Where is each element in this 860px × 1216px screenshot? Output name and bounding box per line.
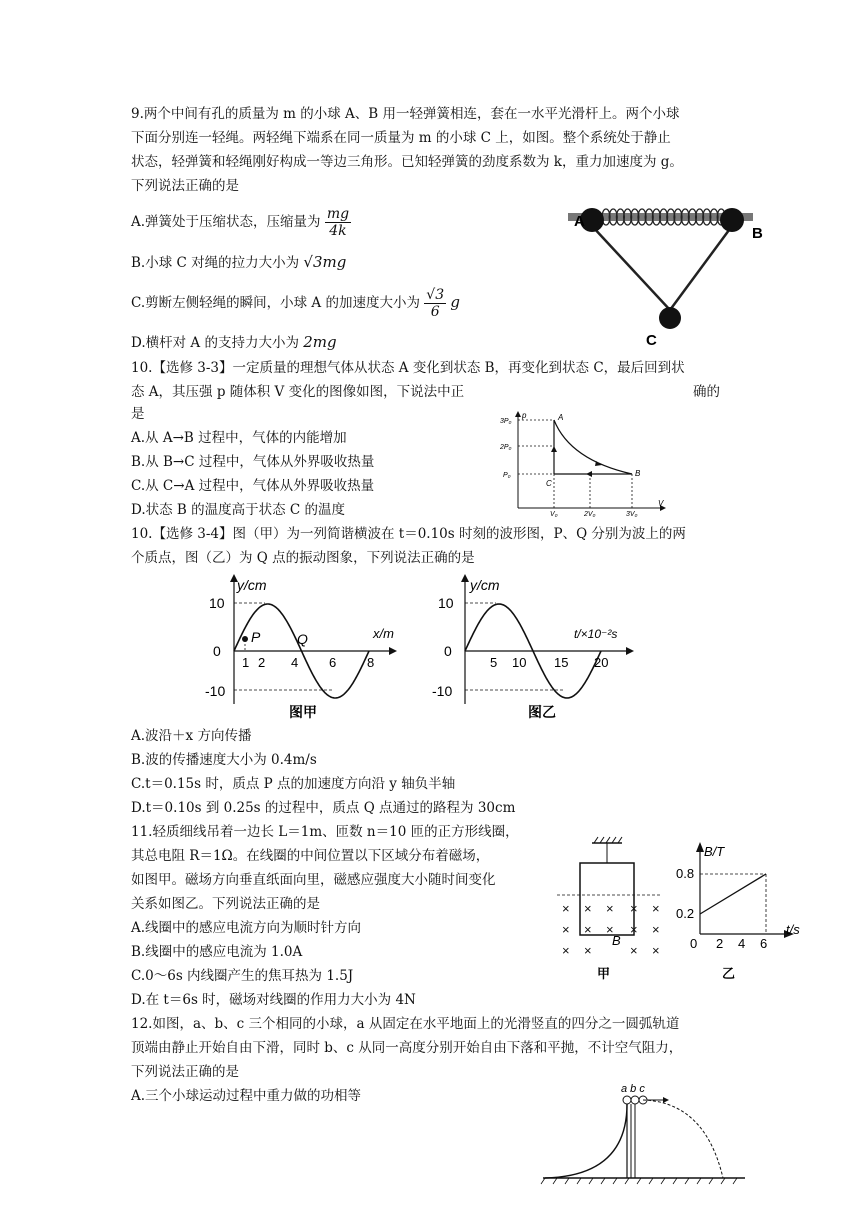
- tick-v0: V₀: [550, 511, 558, 518]
- bt-line: [700, 874, 766, 914]
- q11-option-c: C.0～6s 内线圈产生的焦耳热为 1.5J: [131, 968, 354, 984]
- projectile-path: [643, 1100, 723, 1178]
- q9-stem-line-1: 9.两个中间有孔的质量为 m 的小球 A、B 用一轻弹簧相连，套在一水平光滑杆上。两个小球: [131, 106, 680, 122]
- field-cross: ×: [652, 901, 660, 916]
- tick-2p0: 2P₀: [500, 444, 512, 451]
- q9-option-d-math: 2mg: [303, 333, 337, 351]
- field-cross: ×: [652, 922, 660, 937]
- field-cross: ×: [562, 922, 570, 937]
- field-cross: ×: [562, 901, 570, 916]
- vib-tick-10: 10: [512, 655, 527, 670]
- label-a: A: [574, 213, 585, 230]
- q10b-option-d: D.t＝0.10s 到 0.25s 的过程中，质点 Q 点通过的路程为 30cm: [131, 800, 516, 816]
- balls-label: a b c: [621, 1083, 645, 1095]
- q9-option-c-denominator: 6: [430, 304, 440, 320]
- q10a-stem-line-2: 态 A，其压强 p 随体积 V 变化的图像如图，下说法中正: [131, 384, 465, 400]
- point-p-label: P: [251, 629, 261, 645]
- q9-option-d: [131, 332, 337, 353]
- q9-option-a-denominator: 4k: [329, 223, 347, 239]
- field-cross: ×: [630, 901, 638, 916]
- caption-fig-a: 图甲: [289, 704, 317, 720]
- wave-tick-1: 1: [242, 655, 250, 670]
- field-cross: ×: [562, 943, 570, 958]
- q10a-pv-graph: [500, 408, 670, 518]
- ball-c: [659, 307, 681, 329]
- vib-origin: 0: [444, 643, 452, 659]
- q11-stem-line-1: 11.轻质细线吊着一边长 L＝1m、匝数 n＝10 匝的正方形线圈，: [131, 824, 519, 840]
- bt-tick-4: 4: [738, 936, 746, 951]
- caption-fig-b: 图乙: [528, 704, 556, 720]
- q9-stem-line-3: 状态，轻弹簧和轻绳刚好构成一等边三角形。已知轻弹簧的劲度系数为 k，重力加速度为 g。: [131, 154, 683, 170]
- q9-option-c-numerator: √3: [426, 287, 445, 303]
- q12-stem-line-3: 下列说法正确的是: [131, 1064, 239, 1080]
- wave-tick-8: 8: [367, 655, 375, 670]
- field-cross: ×: [606, 901, 614, 916]
- q10b-option-b: B.波的传播速度大小为 0.4m/s: [131, 752, 317, 768]
- point-a-label: A: [558, 413, 564, 422]
- wave-xlabel: x/m: [373, 626, 394, 641]
- q10a-option-b: B.从 B→C 过程中，气体从外界吸收热量: [131, 454, 375, 470]
- ball-b: [720, 208, 744, 232]
- q12-stem-line-1: 12.如图，a、b、c 三个相同的小球，a 从固定在水平地面上的光滑竖直的四分之一圆弧轨道: [131, 1016, 680, 1032]
- tick-3v0: 3V₀: [626, 511, 638, 518]
- bt-ylabel: B/T: [704, 844, 725, 859]
- q12-option-a: A.三个小球运动过程中重力做的功相等: [131, 1088, 362, 1104]
- quarter-circle-track: [545, 1104, 627, 1178]
- vib-xlabel: t/×10⁻²s: [574, 627, 618, 641]
- q10a-stem-tail: 确的: [693, 384, 720, 400]
- q9-option-a: [131, 204, 351, 240]
- tick-3p0: 3P₀: [500, 418, 512, 425]
- v-axis-label: V: [658, 499, 664, 508]
- bt-y02: 0.2: [676, 906, 695, 921]
- wave-y10: 10: [209, 595, 225, 611]
- field-crosses: [562, 901, 660, 958]
- vib-tick-15: 15: [554, 655, 569, 670]
- q9-figure-spring-triangle: [560, 200, 770, 350]
- label-c: C: [646, 332, 657, 349]
- q11-stem-line-3: 如图甲。磁场方向垂直纸面向里，磁感应强度大小随时间变化: [131, 872, 496, 888]
- wave-tick-2: 2: [258, 655, 266, 670]
- q11-option-d: D.在 t＝6s 时，磁场对线圈的作用力大小为 4N: [131, 992, 416, 1008]
- point-c-label: C: [546, 479, 552, 488]
- curve-a-b: [554, 420, 632, 474]
- q10a-option-a: A.从 A→B 过程中，气体的内能增加: [131, 430, 347, 446]
- q12-stem-line-2: 顶端由静止开始自由下滑，同时 b、c 从同一高度分别开始自由下落和平抛，不计空气阻力，: [131, 1040, 683, 1056]
- left-rope: [592, 226, 670, 310]
- wave-yneg10: -10: [205, 683, 226, 699]
- q11-stem-line-2: 其总电阻 R＝1Ω。在线圈的中间位置以下区域分布着磁场，: [131, 848, 490, 864]
- q11-option-b: B.线圈中的感应电流为 1.0A: [131, 944, 303, 960]
- bt-xlabel: t/s: [786, 922, 800, 937]
- wave-ylabel: y/cm: [237, 577, 267, 593]
- label-b: B: [752, 225, 763, 242]
- caption-jia: 甲: [597, 966, 611, 981]
- q9-option-a-fraction: [325, 206, 351, 239]
- caption-yi: 乙: [722, 966, 736, 981]
- wave-origin: 0: [213, 643, 221, 659]
- field-cross: ×: [606, 922, 614, 937]
- q11-figure-bt-graph: [672, 838, 812, 988]
- field-cross: ×: [630, 943, 638, 958]
- point-q-label: Q: [297, 631, 308, 647]
- q9-option-c-suffix: g: [450, 293, 461, 311]
- vib-ylabel: y/cm: [470, 577, 500, 593]
- tick-2v0: 2V₀: [584, 511, 596, 518]
- q9-option-a-text: A.弹簧处于压缩状态，压缩量为: [131, 214, 321, 230]
- wave-tick-6: 6: [329, 655, 337, 670]
- q10b-option-a: A.波沿＋x 方向传播: [131, 728, 252, 744]
- vib-tick-20: 20: [594, 655, 609, 670]
- p-axis-label: p: [522, 411, 527, 420]
- wave-tick-4: 4: [291, 655, 299, 670]
- right-rope: [670, 226, 732, 310]
- q9-option-b: [131, 252, 346, 273]
- q9-option-b-math: √3mg: [303, 253, 347, 271]
- bt-tick-0: 0: [690, 936, 698, 951]
- field-cross: ×: [584, 922, 592, 937]
- field-cross: ×: [584, 943, 592, 958]
- field-b-label: B: [612, 933, 621, 948]
- q10a-option-d: D.状态 B 的温度高于状态 C 的温度: [131, 502, 346, 518]
- bt-y08: 0.8: [676, 866, 695, 881]
- q11-figure-coil: [552, 835, 667, 985]
- vib-y10: 10: [438, 595, 454, 611]
- field-cross: ×: [584, 901, 592, 916]
- ball-b: [631, 1096, 639, 1104]
- q10b-stem-line-1: 10.【选修 3-4】图（甲）为一列简谐横波在 t＝0.10s 时刻的波形图，P、Q 分别为波上的两: [131, 526, 686, 542]
- q9-option-c: [131, 284, 460, 321]
- q11-option-a: A.线圈中的感应电流方向为顺时针方向: [131, 920, 362, 936]
- q10a-stem-line-1: 10.【选修 3-3】一定质量的理想气体从状态 A 变化到状态 B，再变化到状态 C，最后回到状: [131, 360, 685, 376]
- q9-option-c-text: C.剪断左侧轻绳的瞬间，小球 A 的加速度大小为: [131, 295, 420, 311]
- q10b-option-c: C.t＝0.15s 时，质点 P 点的加速度方向沿 y 轴负半轴: [131, 776, 456, 792]
- q10b-figure-vibration: [428, 572, 638, 720]
- q10b-figure-wave: [205, 572, 405, 720]
- q9-option-d-text: D.横杆对 A 的支持力大小为: [131, 335, 299, 351]
- vib-yneg10: -10: [432, 683, 453, 699]
- tick-p0: P₀: [503, 472, 511, 479]
- point-b-label: B: [635, 469, 641, 478]
- q11-stem-line-4: 关系如图乙。下列说法正确的是: [131, 896, 320, 912]
- field-cross: ×: [630, 922, 638, 937]
- point-p: [242, 636, 248, 642]
- vib-tick-5: 5: [490, 655, 498, 670]
- field-cross: ×: [652, 943, 660, 958]
- q12-figure-three-balls: [535, 1080, 755, 1190]
- q9-stem-line-2: 下面分别连一轻绳。两轻绳下端系在同一质量为 m 的小球 C 上，如图。整个系统处于静止: [131, 130, 671, 146]
- bt-tick-2: 2: [716, 936, 724, 951]
- bt-tick-6: 6: [760, 936, 768, 951]
- q9-stem-line-4: 下列说法正确的是: [131, 178, 239, 194]
- ball-a: [623, 1096, 631, 1104]
- q10a-stem-line-3: 是: [131, 406, 145, 422]
- q10b-stem-line-2: 个质点，图（乙）为 Q 点的振动图象，下列说法正确的是: [131, 550, 475, 566]
- q9-option-b-text: B.小球 C 对绳的拉力大小为: [131, 255, 300, 271]
- q10a-option-c: C.从 C→A 过程中，气体从外界吸收热量: [131, 478, 375, 494]
- q9-option-c-fraction: [424, 287, 446, 320]
- q9-option-a-numerator: mg: [326, 206, 350, 222]
